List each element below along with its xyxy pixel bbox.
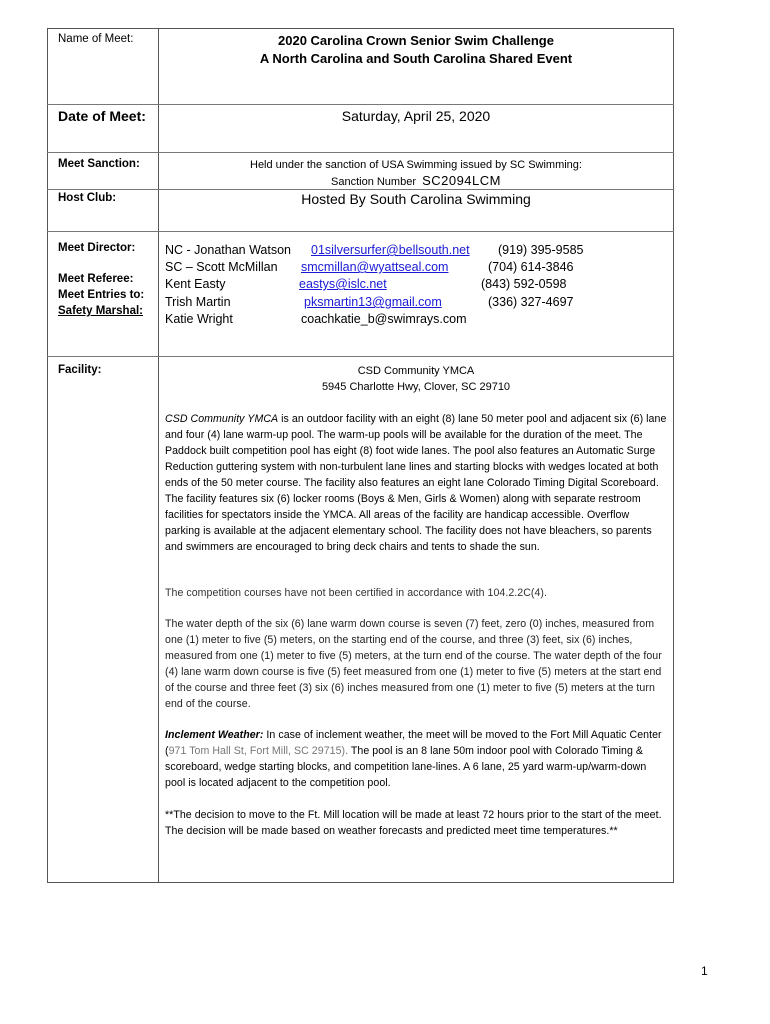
official-name: NC - Jonathan Watson — [165, 243, 291, 257]
facility-header — [165, 363, 667, 395]
official-name: Katie Wright — [165, 312, 233, 326]
water-depth-paragraph: The water depth of the six (6) lane warm down course is seven (7) feet, zero (0) inches, measured from one (1) meter to five (5) meters, on the starting end of the course, and three (3) feet, six (6) inches, measured from one (1) meter to five (5) meters, at the turn end of the course. The water depth of the four (4) lane warm down course is five (5) feet measured from one (1) meter to five (5) meters at the start end of the course and three feet (3) six (6) inches measured from one (1) meter to five (5) meters at the turn end of the course. — [165, 618, 662, 710]
label-date-of-meet: Date of Meet: — [58, 108, 146, 124]
official-email-link[interactable]: 01silversurfer@bellsouth.net — [311, 243, 470, 257]
meet-sanction — [165, 157, 667, 190]
row-divider — [47, 104, 674, 105]
label-safety-marshal: Safety Marshal: — [58, 305, 144, 317]
row-divider — [47, 356, 674, 357]
sanction-number: SC2094LCM — [422, 173, 501, 188]
meet-title-line1: 2020 Carolina Crown Senior Swim Challenge — [278, 33, 554, 48]
meet-title — [165, 32, 667, 68]
facility-address: 5945 Charlotte Hwy, Clover, SC 29710 — [321, 381, 511, 393]
inclement-text-1: In case of inclement weather, the meet will be moved to the Fort Mill Aquatic Center ( — [165, 729, 662, 757]
official-email-link[interactable]: pksmartin13@gmail.com — [304, 295, 442, 309]
decision-note: **The decision to move to the Ft. Mill location will be made at least 72 hours prior to the start of the meet. The decision will be made based on weather forecasts and predicted meet time temperatures.** — [165, 809, 662, 837]
inclement-address: 971 Tom Hall St, Fort Mill, SC 29715). — [168, 745, 349, 757]
sanction-text: Held under the sanction of USA Swimming issued by SC Swimming: — [250, 159, 582, 171]
label-name-of-meet: Name of Meet: — [58, 33, 134, 45]
official-name: Trish Martin — [165, 295, 231, 309]
row-divider — [47, 152, 674, 153]
official-phone: (704) 614-3846 — [488, 260, 574, 274]
label-meet-entries: Meet Entries to: — [58, 289, 145, 301]
sanction-number-line — [165, 173, 667, 190]
label-host-club: Host Club: — [58, 192, 117, 204]
official-name: SC – Scott McMillan — [165, 260, 278, 274]
inclement-text-2: The pool is an 8 lane 50m indoor pool with Colorado Timing & scoreboard, wedge starting blocks, and competition lane-lines. A 6 lane, 25 yard warm-up/warm-down pool is located adjacent to the competition pool. — [165, 745, 647, 789]
meet-title-line2: A North Carolina and South Carolina Shared Event — [259, 51, 573, 66]
inclement-weather-paragraph — [165, 727, 667, 791]
official-phone: (919) 395-9585 — [498, 243, 584, 257]
facility-name: CSD Community YMCA — [357, 365, 475, 377]
official-email-link[interactable]: smcmillan@wyattseal.com — [301, 260, 449, 274]
official-email-link[interactable]: eastys@islc.net — [299, 277, 387, 291]
inclement-weather-label: Inclement Weather: — [165, 729, 264, 741]
page-number: 1 — [701, 964, 708, 978]
label-facility: Facility: — [58, 364, 102, 376]
official-name: Kent Easty — [165, 277, 226, 291]
host-club: Hosted By South Carolina Swimming — [301, 191, 531, 207]
official-phone: (843) 592-0598 — [481, 277, 567, 291]
official-phone: (336) 327-4697 — [488, 295, 574, 309]
facility-description-italic: CSD Community YMCA — [165, 413, 279, 425]
column-divider — [158, 28, 159, 883]
facility-description-text: is an outdoor facility with an eight (8) lane 50 meter pool and adjacent six (6) lane and four (4) lane warm-up pool. The warm-up pools will be available for the duration of the meet. The Paddock built competition pool has eight (8) foot wide lanes. The pool also features an Automatic Surge Reduction guttering system with non-turbulent lane lines and starting blocks with wedges located at both ends of the 50 meter course. The facility also features an eight lane Colorado Timing Digital Scoreboard. The facility features six (6) locker rooms (Boys & Men, Girls & Women) along with separate restroom facilities for spectators inside the YMCA. All areas of the facility are handicap accessible. Overflow parking is available at the adjacent elementary school. The facility does not have bleachers, so parents and swimmers are encouraged to bring deck chairs and tents to shade the sun. — [165, 413, 667, 553]
row-divider — [47, 231, 674, 232]
official-email: coachkatie_b@swimrays.com — [301, 312, 467, 326]
meet-date: Saturday, April 25, 2020 — [341, 108, 491, 124]
label-meet-sanction: Meet Sanction: — [58, 158, 140, 170]
label-meet-director: Meet Director: — [58, 242, 136, 254]
certification-note: The competition courses have not been certified in accordance with 104.2.2C(4). — [165, 587, 548, 599]
facility-description — [165, 411, 667, 555]
sanction-number-label: Sanction Number — [331, 176, 416, 188]
label-meet-referee: Meet Referee: — [58, 273, 134, 285]
